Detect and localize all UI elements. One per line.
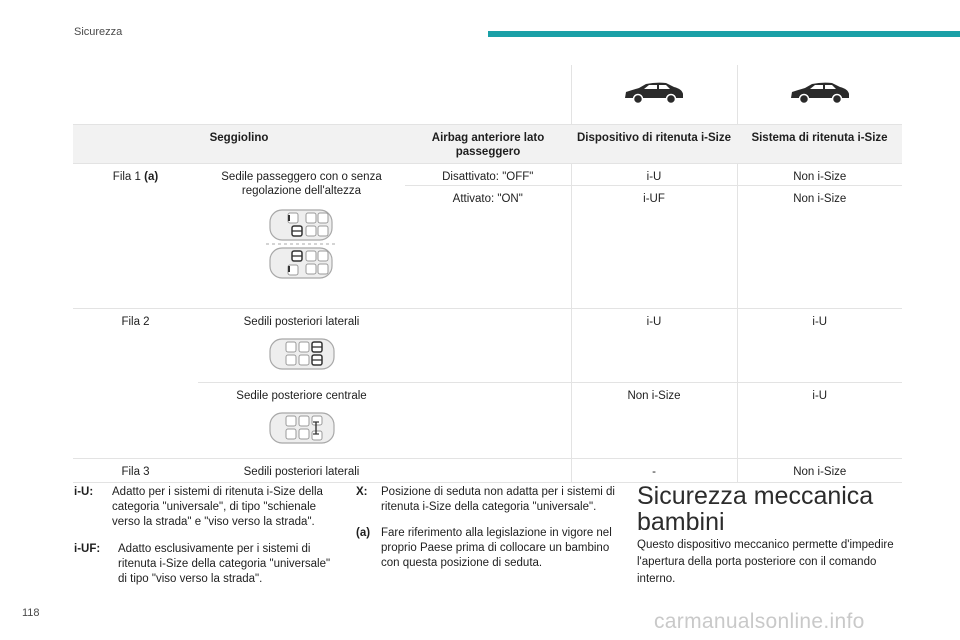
isize-device-lateral: i-U — [646, 316, 662, 328]
col-header-isize-system: Sistema di ritenuta i-Size — [737, 125, 902, 164]
legend-term-x: X: — [356, 486, 368, 498]
legend-def-x: Posizione di seduta non adatta per i sistemi di ritenuta i-Size della categoria "universale". — [381, 486, 615, 513]
col-header-airbag: Airbag anteriore lato passeggero — [405, 125, 571, 164]
isize-system-on: Non i-Size — [793, 193, 847, 206]
airbag-off: Disattivato: "OFF" — [442, 171, 534, 183]
row-label-fila3: Fila 3 — [121, 466, 150, 478]
watermark: carmanualsonline.info — [654, 610, 865, 633]
legend-def-iu: Adatto per i sistemi di ritenuta i-Size della categoria "universale", di tipo "schienale verso la strada" e "viso verso la strada". — [112, 486, 323, 528]
isize-system-central: i-U — [812, 390, 828, 402]
page-number: 118 — [22, 607, 40, 619]
legend-def-a: Fare riferimento alla legislazione in vigore nel proprio Paese prima di collocare un bambino con questa posizione di seduta. — [381, 527, 612, 569]
legend-term-a: (a) — [356, 527, 371, 539]
isize-system-off: Non i-Size — [793, 171, 847, 183]
mechanical-safety-body: Questo dispositivo meccanico permette d'impedire l'apertura della porta posteriore con il comando interno. — [637, 539, 894, 585]
col-header-isize-device: Dispositivo di ritenuta i-Size — [571, 125, 737, 164]
isize-system-lateral: i-U — [812, 316, 828, 328]
seat-front-passenger: Sedile passeggero con o senza regolazione dell'altezza — [221, 171, 382, 197]
mechanical-safety-title: Sicurezza meccanica bambini — [637, 482, 874, 536]
seat-rear-central: Sedile posteriore centrale — [236, 390, 367, 402]
isize-system-fila3: Non i-Size — [793, 466, 847, 478]
row-label-fila1: Fila 1 (a) — [112, 171, 159, 183]
isize-device-central: Non i-Size — [627, 390, 681, 402]
seat-third-row: Sedili posteriori laterali — [243, 466, 360, 478]
legend-def-iuf: Adatto esclusivamente per i sistemi di ritenuta i-Size della categoria "universale" di tipo "viso verso la strada". — [118, 543, 331, 585]
isize-device-on: i-UF — [643, 193, 665, 206]
airbag-on: Attivato: "ON" — [452, 193, 523, 206]
col-header-seat: Seggiolino — [73, 125, 405, 164]
row-label-fila2: Fila 2 — [121, 316, 150, 328]
seat-rear-lateral: Sedili posteriori laterali — [243, 316, 360, 328]
legend-term-iu: i-U: — [74, 486, 94, 498]
legend-term-iuf: i-UF: — [74, 543, 101, 555]
isize-device-fila3: - — [652, 466, 656, 478]
isize-device-off: i-U — [646, 171, 662, 183]
section-label: Sicurezza — [74, 26, 123, 38]
